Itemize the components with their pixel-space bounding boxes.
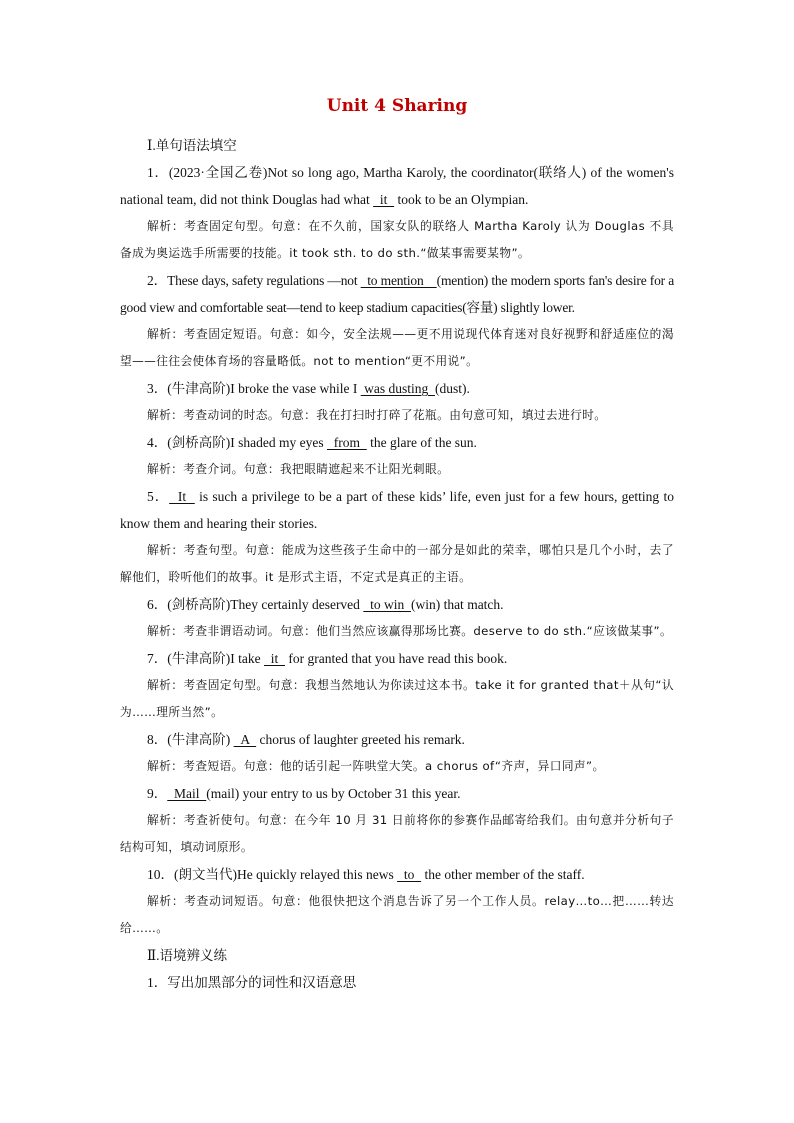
exercise-item	[120, 375, 674, 429]
answer-blank: to win	[363, 597, 411, 612]
question-text: 5． It is such a privilege to be a part of these kids’ life, even just for a few hours, getting to know them and hearing their stories.	[120, 489, 675, 531]
explanation: 解析：考查动词短语。句意：他很快把这个消息告诉了另一个工作人员。relay…to…把……转达给……。	[120, 894, 674, 935]
question-text: 8．(牛津高阶) A chorus of laughter greeted his remark.	[147, 732, 465, 747]
explanation: 解析：考查固定句型。句意：在不久前，国家女队的联络人 Martha Karoly 认为 Douglas 不具备成为奥运选手所需要的技能。it took sth. to do sth.“做某事需要某物”。	[120, 219, 675, 260]
answer-blank: it	[373, 192, 395, 207]
question-text: 6．(剑桥高阶)They certainly deserved to win (win) that match.	[147, 597, 504, 612]
section-heading-2: Ⅱ.语境辨义练	[147, 948, 228, 963]
answer-blank: It	[169, 489, 195, 504]
answer-blank: A	[233, 732, 257, 747]
question-text: 3．(牛津高阶)I broke the vase while I was dusting (dust).	[147, 381, 470, 396]
question-text: 4．(剑桥高阶)I shaded my eyes from the glare of the sun.	[147, 435, 477, 450]
question-text: 1．(2023·全国乙卷)Not so long ago, Martha Karoly, the coordinator(联络人) of the women's national team, did not think Douglas had what it took to be an Olympian.	[120, 165, 674, 207]
explanation: 解析：考查介词。句意：我把眼睛遮起来不让阳光刺眼。	[147, 462, 450, 476]
explanation-label: 解析：	[147, 759, 184, 773]
exercise-item	[120, 159, 674, 267]
exercise-item	[120, 726, 674, 780]
answer-blank: to	[397, 867, 422, 882]
explanation-label: 解析：	[147, 543, 184, 557]
explanation-label: 解析：	[147, 462, 184, 476]
explanation: 解析：考查动词的时态。句意：我在打扫时打碎了花瓶。由句意可知，填过去进行时。	[147, 408, 607, 422]
explanation: 解析：考查短语。句意：他的话引起一阵哄堂大笑。a chorus of“齐声，异口同声”。	[147, 759, 605, 773]
explanation-label: 解析：	[147, 894, 185, 908]
exercise-item	[120, 267, 674, 375]
explanation: 解析：考查固定句型。句意：我想当然地认为你读过这本书。take it for granted that＋从句“认为……理所当然”。	[120, 678, 674, 719]
exercise-item	[120, 861, 674, 942]
answer-blank: to mention	[360, 273, 437, 288]
exercise-item	[120, 645, 674, 726]
question-text: 9． Mail (mail) your entry to us by October 31 this year.	[147, 786, 461, 801]
question-text: 2．These days, safety regulations —not to mention (mention) the modern sports fan's desire for a good view and comfortable seat—tend to keep stadium capacities(容量) slightly lower.	[120, 273, 674, 315]
exercise-item	[120, 429, 674, 483]
exercise-item	[120, 483, 674, 591]
section-heading-1: Ⅰ.单句语法填空	[147, 138, 237, 153]
explanation: 解析：考查固定短语。句意：如今，安全法规——更不用说现代体育迷对良好视野和舒适座位的渴望——往往会使体育场的容量略低。not to mention“更不用说”。	[120, 327, 674, 368]
exercise-item	[120, 591, 674, 645]
explanation-label: 解析：	[147, 624, 184, 638]
section-subheading: 1．写出加黑部分的词性和汉语意思	[147, 975, 357, 990]
explanation-label: 解析：	[147, 678, 184, 692]
explanation: 解析：考查句型。句意：能成为这些孩子生命中的一部分是如此的荣幸，哪怕只是几个小时，去了解他们，聆听他们的故事。it 是形式主语，不定式是真正的主语。	[120, 543, 674, 584]
exercise-item	[120, 780, 674, 861]
explanation-label: 解析：	[147, 327, 184, 341]
answer-blank: it	[263, 651, 285, 666]
question-text: 7．(牛津高阶)I take it for granted that you have read this book.	[147, 651, 508, 666]
explanation-label: 解析：	[147, 813, 184, 827]
exercise-content	[120, 132, 674, 996]
question-text: 10．(朗文当代)He quickly relayed this news to the other member of the staff.	[147, 867, 585, 882]
answer-blank: was dusting	[360, 381, 435, 396]
page-title: Unit 4 Sharing	[326, 96, 468, 116]
explanation: 解析：考查非谓语动词。句意：他们当然应该赢得那场比赛。deserve to do sth.“应该做某事”。	[147, 624, 673, 638]
explanation: 解析：考查祈使句。句意：在今年 10 月 31 日前将你的参赛作品邮寄给我们。由句意并分析句子结构可知，填动词原形。	[120, 813, 674, 854]
answer-blank: from	[326, 435, 367, 450]
explanation-label: 解析：	[147, 219, 185, 233]
answer-blank: Mail	[167, 786, 207, 801]
explanation-label: 解析：	[147, 408, 184, 422]
